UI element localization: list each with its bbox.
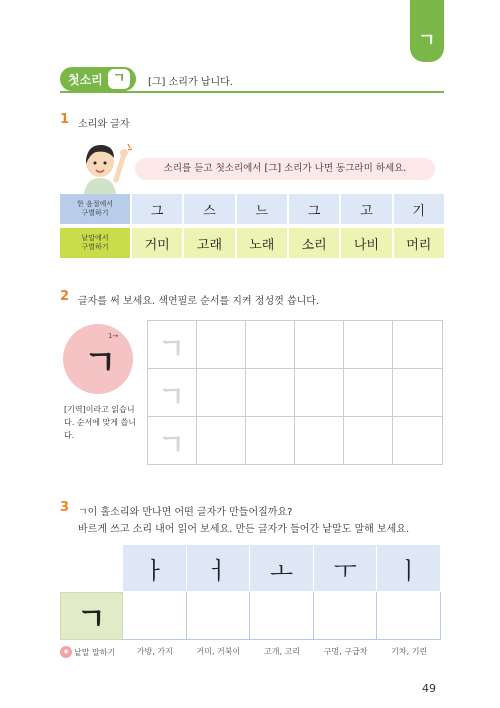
- teacher-illustration: [78, 140, 134, 194]
- example-word: 고개, 고리: [263, 647, 300, 656]
- consonant-cell: ㄱ: [60, 592, 123, 640]
- answer-cell[interactable]: [314, 592, 378, 640]
- example-word: 구멍, 구급차: [323, 647, 368, 656]
- writing-cell[interactable]: [295, 369, 344, 417]
- syllable-cell[interactable]: 고: [339, 194, 391, 224]
- example-word: 가방, 가지: [136, 647, 173, 656]
- section1-number: 1: [60, 112, 70, 127]
- syllable-row-head: 한 음절에서 구별하기: [60, 194, 130, 224]
- header-label: 첫소리: [68, 73, 103, 87]
- vowel-cell: ㅗ: [250, 544, 314, 592]
- section2-title: 글자를 써 보세요. 색연필로 순서를 지켜 정성껏 씁니다.: [78, 296, 320, 307]
- example-word: 거미, 거북이: [196, 647, 241, 656]
- syllable-cell[interactable]: 기: [392, 194, 444, 224]
- writing-cell[interactable]: [393, 369, 442, 417]
- word-cell[interactable]: 노래: [235, 228, 287, 258]
- syllable-cell[interactable]: 스: [182, 194, 234, 224]
- answer-cell[interactable]: [187, 592, 251, 640]
- writing-cell[interactable]: [148, 369, 197, 417]
- answer-cell[interactable]: [250, 592, 314, 640]
- syllable-row: [60, 194, 444, 224]
- writing-grid: [147, 320, 443, 465]
- speaking-icon: ◉: [60, 646, 72, 658]
- section3-line1: ㄱ이 홀소리와 만나면 어떤 글자가 만들어질까요?: [78, 507, 293, 518]
- vowel-cell: ㅓ: [187, 544, 251, 592]
- chapter-tab: ㄱ: [410, 0, 444, 62]
- words-label: 낱말 말하기: [74, 647, 116, 657]
- big-letter: ㄱ: [84, 343, 117, 383]
- guide-letter: ㄱ: [158, 332, 186, 365]
- writing-cell[interactable]: [344, 369, 393, 417]
- section3-line2: 바르게 쓰고 소리 내어 읽어 보세요. 만든 글자가 들어간 낱말도 말해 보세요.: [78, 524, 410, 535]
- example-word: 기차, 기린: [391, 647, 428, 656]
- vowel-cell: ㅜ: [314, 544, 378, 592]
- word-cell[interactable]: 소리: [287, 228, 339, 258]
- writing-cell[interactable]: [148, 417, 197, 465]
- header-divider: [60, 91, 444, 93]
- writing-cell[interactable]: [393, 417, 442, 465]
- word-row-head: 낱말에서 구별하기: [60, 228, 130, 258]
- word-cell[interactable]: 고래: [182, 228, 234, 258]
- reading-note: [기역]이라고 읽습니다. 순서에 맞게 씁니다.: [64, 405, 136, 440]
- writing-cell[interactable]: [246, 417, 295, 465]
- section2-number: 2: [60, 289, 70, 304]
- instruction-speech-bubble: 소리를 듣고 첫소리에서 [그] 소리가 나면 동그라미 하세요.: [135, 158, 435, 180]
- writing-cell[interactable]: [197, 369, 246, 417]
- vowel-cell: ㅏ: [123, 544, 187, 592]
- writing-cell[interactable]: [295, 321, 344, 369]
- word-row: [60, 228, 444, 258]
- writing-cell[interactable]: [344, 321, 393, 369]
- page-number: 49: [422, 682, 436, 695]
- writing-cell[interactable]: [197, 417, 246, 465]
- writing-cell[interactable]: [148, 321, 197, 369]
- writing-cell[interactable]: [344, 417, 393, 465]
- example-words-row: [60, 646, 441, 658]
- syllable-cell[interactable]: 그: [130, 194, 182, 224]
- writing-cell[interactable]: [295, 417, 344, 465]
- stroke-order-mark: 1→: [108, 332, 119, 340]
- header-letter-badge: ㄱ: [108, 69, 130, 89]
- word-cell[interactable]: 머리: [392, 228, 444, 258]
- answer-cell[interactable]: [377, 592, 441, 640]
- section1-title: 소리와 글자: [78, 119, 130, 130]
- answer-cell[interactable]: [123, 592, 187, 640]
- section3-number: 3: [60, 500, 70, 515]
- writing-cell[interactable]: [393, 321, 442, 369]
- vowel-cell: ㅣ: [377, 544, 441, 592]
- guide-letter: ㄱ: [158, 380, 186, 413]
- combination-grid: [60, 544, 441, 640]
- word-cell[interactable]: 나비: [339, 228, 391, 258]
- writing-cell[interactable]: [197, 321, 246, 369]
- guide-letter: ㄱ: [158, 428, 186, 461]
- header-description: [그] 소리가 납니다.: [148, 77, 233, 88]
- word-cell[interactable]: 거미: [130, 228, 182, 258]
- syllable-cell[interactable]: 느: [235, 194, 287, 224]
- syllable-cell[interactable]: 그: [287, 194, 339, 224]
- writing-cell[interactable]: [246, 369, 295, 417]
- writing-cell[interactable]: [246, 321, 295, 369]
